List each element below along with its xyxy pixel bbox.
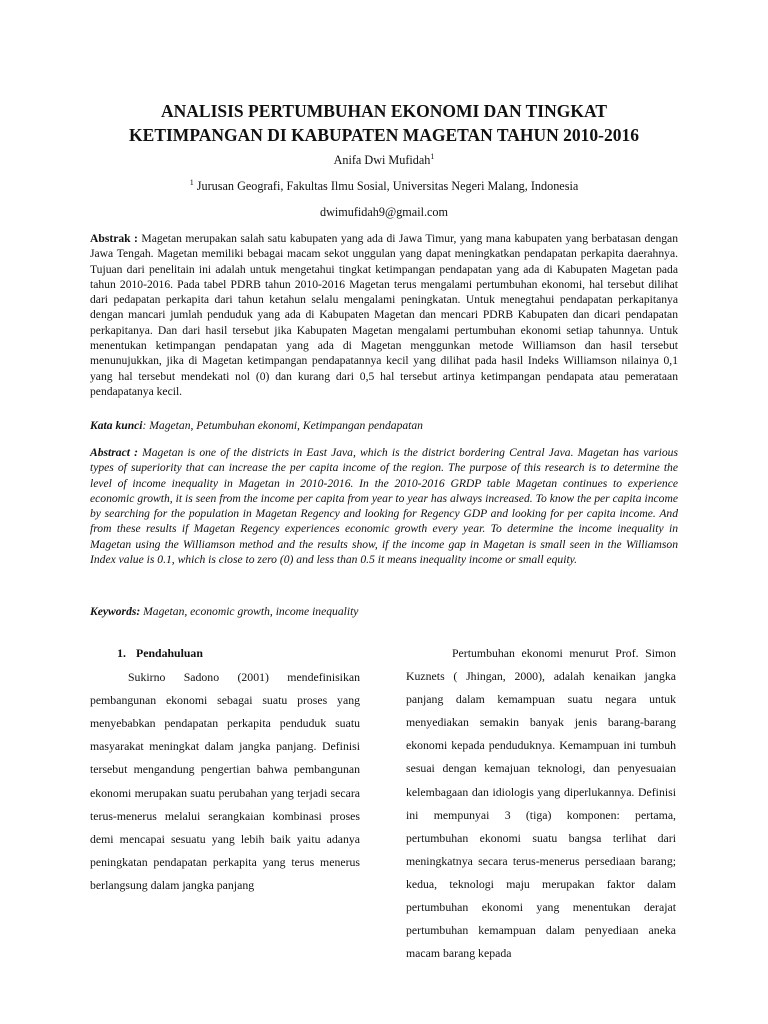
body-column-right xyxy=(406,642,676,965)
affiliation-superscript: 1 xyxy=(189,177,194,187)
keywords-text: Magetan, economic growth, income inequality xyxy=(140,605,359,618)
author xyxy=(90,152,678,168)
kata-kunci-section xyxy=(90,418,678,433)
author-superscript: 1 xyxy=(430,151,435,161)
section-heading-pendahuluan xyxy=(90,642,360,665)
right-paragraph: Pertumbuhan ekonomi menurut Prof. Simon Kuznets ( Jhingan, 2000), adalah kenaikan jangka panjang dalam kemampuan suatu negara untuk menyediakan semakin banyak jenis barang-barang ekonomi kepada penduduknya. Kemampuan ini tumbuh sesuai dengan kemajuan teknologi, dan penyesuaian kelembagaan dan idiologis yang diperlukannya. Definisi ini mempunyai 3 (tiga) komponen: pertama, pertumbuhan ekonomi suatu bangsa terlihat dari meningkatnya secara terus-menerus persediaan barang; kedua, teknologi maju merupakan faktor dalam pertumbuhan ekonomi yang menentukan derajat pertumbuhan kemampuan dalam penyediaan aneka macam barang kepada xyxy=(406,646,676,961)
keywords-section xyxy=(90,604,678,619)
keywords-label: Keywords: xyxy=(90,605,141,618)
affiliation xyxy=(90,178,678,194)
title-line-2: KETIMPANGAN DI KABUPATEN MAGETAN TAHUN 2010-2016 xyxy=(129,125,639,145)
body-column-left xyxy=(90,642,360,897)
paper-title xyxy=(90,99,678,147)
abstract-en-label: Abstract : xyxy=(90,446,138,459)
author-email: dwimufidah9@gmail.com xyxy=(320,205,448,219)
kata-kunci-label: Kata kunci xyxy=(90,419,143,432)
affiliation-text: Jurusan Geografi, Fakultas Ilmu Sosial, Universitas Negeri Malang, Indonesia xyxy=(193,179,579,193)
abstrak-text: Magetan merupakan salah satu kabupaten yang ada di Jawa Timur, yang mana kabupaten yang berbatasan dengan Jawa Tengah. Magetan memiliki bebagai macam sekot unggulan yang dapat meningkatkan pendapatan perkapita daerahnya. Tujuan dari penelitain ini adalah untuk mengetahui tingkat ketimpangan pendapatan yang ada di Kabupaten Magetan pada tahun 2010-2016. Pada tabel PDRB tahun 2010-2016 Magetan terus mengalami pertumbuhan ekonomi, hal tersebut dilihat dari pedapatan perkapita dari tahun ketahun selalu mengalami peningkatan. Untuk menegtahui pendapatan perkapitanya dengan mancari jumlah penduduk yang ada di Kabupaten Magetan dan mencari PDRB Kabupaten dan dicari pendapatan perkapitanya. Dan dari hasil tersebut jika Kabupaten Magetan mengalami pertumbuhan ekonomi setiap tahunnya. Untuk menentukan ketimpangan pendapatan yang ada di Magetan menggunkan metode Williamson dan hasil tersebut menunujukkan, jika di Magetan ketimpangan pendapatannya kecil yang dilihat pada hasil Indeks Williamson nilainya 0,1 yang hal tersebut mendekati nol (0) dan kurang dari 0,5 hal tersebut artinya ketimpangan pendapata atau pemerataan pendapatanya kecil. xyxy=(90,232,679,398)
abstract-en-section xyxy=(90,445,678,567)
section-title: Pendahuluan xyxy=(136,646,203,660)
abstract-en-text: Magetan is one of the districts in East Java, which is the district bordering Central Java. Magetan has various types of superiority that can increase the per capita income of the region. The purpose of this research is to determine the level of income inequality in Magetan in 2010-2016. In the 2010-2016 GRDP table Magetan continues to experience economic growth, it is seen from the income per capita from year to year has always increased. To know the per capita income by searching for the population in Magetan Regency and looking for Regency GDP and looking for per capita income. And from these results if Magetan Regency experiences economic growth every year. To determine the income inequality in Magetan using the Williamson method and the results show, if the income gap in Magetan is small seen in the Williamson Index value is 0.1, which is close to zero (0) and less than 0.5 it means inequality income or small equity. xyxy=(90,446,678,567)
left-paragraph: Sukirno Sadono (2001) mendefinisikan pembangunan ekonomi sebagai suatu proses yang menyebabkan pendapatan perkapita penduduk suatu masyarakat meningkat dalam jangka panjang. Definisi tersebut mengandung pengertian bahwa pembangunan ekonomi merupakan suatu perubahan yang terjadi secara terus-menerus melalui serangkaian kombinasi proses demi mencapai sesuatu yang lebih baik yaitu adanya peningkatan pendapatan perkapita yang terus menerus berlangsung dalam jangka panjang xyxy=(90,670,360,892)
abstrak-section xyxy=(90,231,678,399)
section-number: 1. xyxy=(117,646,126,660)
author-name: Anifa Dwi Mufidah xyxy=(333,153,431,167)
title-line-1: ANALISIS PERTUMBUHAN EKONOMI DAN TINGKAT xyxy=(160,101,607,121)
kata-kunci-text: : Magetan, Petumbuhan ekonomi, Ketimpangan pendapatan xyxy=(142,419,423,432)
abstrak-label: Abstrak : xyxy=(90,232,138,245)
